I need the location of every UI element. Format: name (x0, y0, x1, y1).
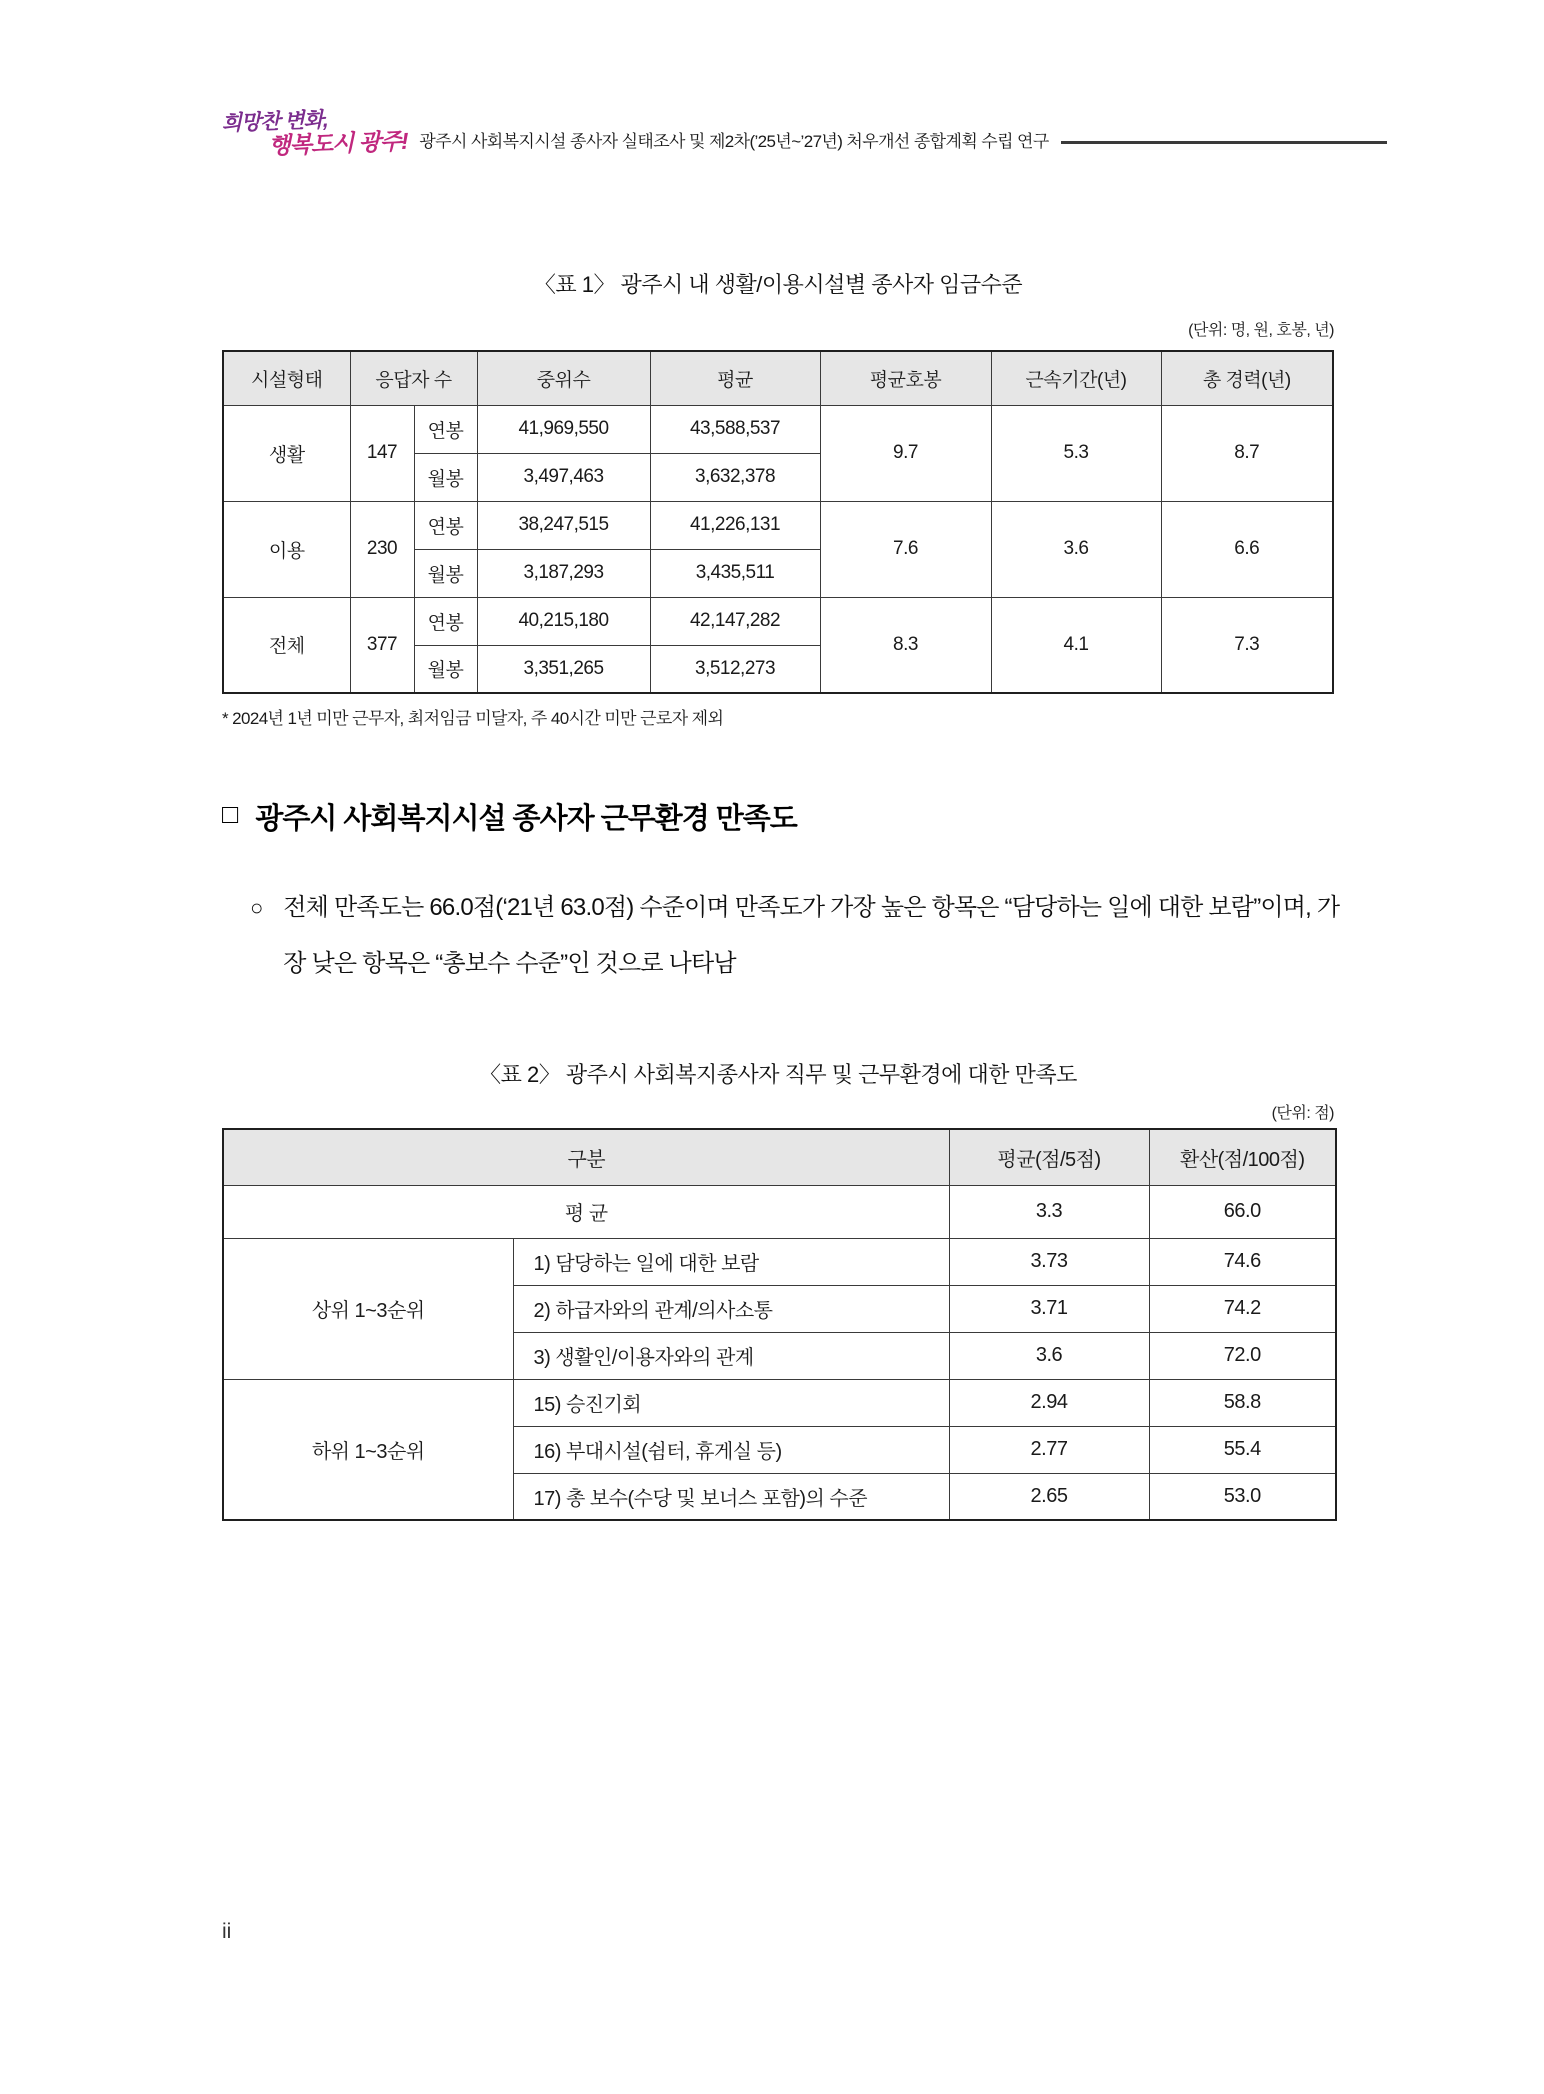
circle-bullet-icon: ○ (250, 895, 264, 920)
mean-cell: 43,588,537 (650, 405, 820, 453)
avg-score-cell: 3.71 (949, 1285, 1149, 1332)
logo-slogan-line2: 행복도시 광주! (267, 127, 409, 159)
mean-cell: 3,632,378 (650, 453, 820, 501)
item-name-cell: 3) 생활인/이용자와의 관계 (513, 1332, 949, 1379)
square-bullet-icon: □ (222, 799, 238, 829)
pay-type-cell: 월봉 (414, 453, 477, 501)
group-label-cell: 상위 1~3순위 (223, 1238, 513, 1379)
logo-slogan-line1: 희망찬 변화, (221, 108, 329, 136)
col-facility-type: 시설형태 (223, 351, 350, 405)
table-header-row (223, 1129, 1336, 1185)
table-row (223, 501, 1333, 549)
bullet-text: 전체 만족도는 66.0점(‘21년 63.0점) 수준이며 만족도가 가장 높은 항목은 “담당하는 일에 대한 보람”이며, 가장 낮은 항목은 “총보수 수준”인 것으로 나타남 (283, 894, 1340, 977)
item-name-cell: 17) 총 보수(수당 및 보너스 포함)의 수준 (513, 1473, 949, 1520)
median-cell: 3,187,293 (477, 549, 650, 597)
median-cell: 3,497,463 (477, 453, 650, 501)
page-header (221, 108, 1387, 159)
section-heading (222, 796, 797, 837)
career-cell: 7.3 (1161, 597, 1333, 693)
gwangju-city-logo (221, 107, 408, 160)
career-cell: 8.7 (1161, 405, 1333, 501)
table-row (223, 405, 1333, 453)
converted-score-cell: 72.0 (1149, 1332, 1336, 1379)
mean-cell: 3,435,511 (650, 549, 820, 597)
table-row (223, 597, 1333, 645)
avg-score-cell: 2.77 (949, 1426, 1149, 1473)
converted-score-cell: 58.8 (1149, 1379, 1336, 1426)
median-cell: 3,351,265 (477, 645, 650, 693)
col-median: 중위수 (477, 351, 650, 405)
col-mean: 평균 (650, 351, 820, 405)
avg-step-cell: 8.3 (820, 597, 991, 693)
average-label-cell: 평 균 (223, 1185, 949, 1238)
converted-score-cell: 66.0 (1149, 1185, 1336, 1238)
pay-type-cell: 연봉 (414, 597, 477, 645)
pay-type-cell: 월봉 (414, 645, 477, 693)
bullet-paragraph (250, 880, 1360, 992)
respondents-cell: 147 (350, 405, 414, 501)
career-cell: 6.6 (1161, 501, 1333, 597)
converted-score-cell: 55.4 (1149, 1426, 1336, 1473)
mean-cell: 42,147,282 (650, 597, 820, 645)
satisfaction-table (222, 1128, 1337, 1521)
avg-score-cell: 3.3 (949, 1185, 1149, 1238)
avg-score-cell: 2.94 (949, 1379, 1149, 1426)
respondents-cell: 377 (350, 597, 414, 693)
table-row (223, 1185, 1336, 1238)
table-row (223, 1379, 1336, 1426)
facility-type-cell: 이용 (223, 501, 350, 597)
pay-type-cell: 연봉 (414, 501, 477, 549)
col-respondents: 응답자 수 (350, 351, 477, 405)
col-category: 구분 (223, 1129, 949, 1185)
item-name-cell: 15) 승진기회 (513, 1379, 949, 1426)
page-number: ii (222, 1920, 232, 1943)
avg-step-cell: 9.7 (820, 405, 991, 501)
tenure-cell: 4.1 (991, 597, 1161, 693)
table1-unit-note: (단위: 명, 원, 호봉, 년) (1188, 322, 1334, 339)
col-career: 총 경력(년) (1161, 351, 1333, 405)
pay-type-cell: 연봉 (414, 405, 477, 453)
table2-caption: 〈표 2〉 광주시 사회복지종사자 직무 및 근무환경에 대한 만족도 (479, 1062, 1077, 1087)
table-row (223, 1238, 1336, 1285)
tenure-cell: 5.3 (991, 405, 1161, 501)
section-heading-text: 광주시 사회복지시설 종사자 근무환경 만족도 (255, 803, 797, 835)
pay-type-cell: 월봉 (414, 549, 477, 597)
median-cell: 41,969,550 (477, 405, 650, 453)
running-head-title: 광주시 사회복지시설 종사자 실태조사 및 제2차(’25년~’27년) 처우개선 종합계획 수립 연구 (419, 132, 1049, 152)
facility-type-cell: 생활 (223, 405, 350, 501)
avg-score-cell: 3.73 (949, 1238, 1149, 1285)
item-name-cell: 16) 부대시설(쉼터, 휴게실 등) (513, 1426, 949, 1473)
mean-cell: 41,226,131 (650, 501, 820, 549)
col-converted-score: 환산(점/100점) (1149, 1129, 1336, 1185)
facility-type-cell: 전체 (223, 597, 350, 693)
respondents-cell: 230 (350, 501, 414, 597)
item-name-cell: 1) 담당하는 일에 대한 보람 (513, 1238, 949, 1285)
table2-unit-note: (단위: 점) (1271, 1105, 1334, 1122)
tenure-cell: 3.6 (991, 501, 1161, 597)
avg-step-cell: 7.6 (820, 501, 991, 597)
median-cell: 38,247,515 (477, 501, 650, 549)
item-name-cell: 2) 하급자와의 관계/의사소통 (513, 1285, 949, 1332)
converted-score-cell: 74.2 (1149, 1285, 1336, 1332)
converted-score-cell: 53.0 (1149, 1473, 1336, 1520)
converted-score-cell: 74.6 (1149, 1238, 1336, 1285)
group-label-cell: 하위 1~3순위 (223, 1379, 513, 1520)
median-cell: 40,215,180 (477, 597, 650, 645)
table1-footnote: * 2024년 1년 미만 근무자, 최저임금 미달자, 주 40시간 미만 근로자 제외 (222, 709, 724, 728)
table1-caption: 〈표 1〉 광주시 내 생활/이용시설별 종사자 임금수준 (533, 272, 1023, 297)
header-rule-line (1061, 141, 1387, 144)
wage-level-table (222, 350, 1334, 694)
col-tenure: 근속기간(년) (991, 351, 1161, 405)
mean-cell: 3,512,273 (650, 645, 820, 693)
col-avg-step: 평균호봉 (820, 351, 991, 405)
col-avg-score: 평균(점/5점) (949, 1129, 1149, 1185)
avg-score-cell: 2.65 (949, 1473, 1149, 1520)
table-header-row (223, 351, 1333, 405)
avg-score-cell: 3.6 (949, 1332, 1149, 1379)
